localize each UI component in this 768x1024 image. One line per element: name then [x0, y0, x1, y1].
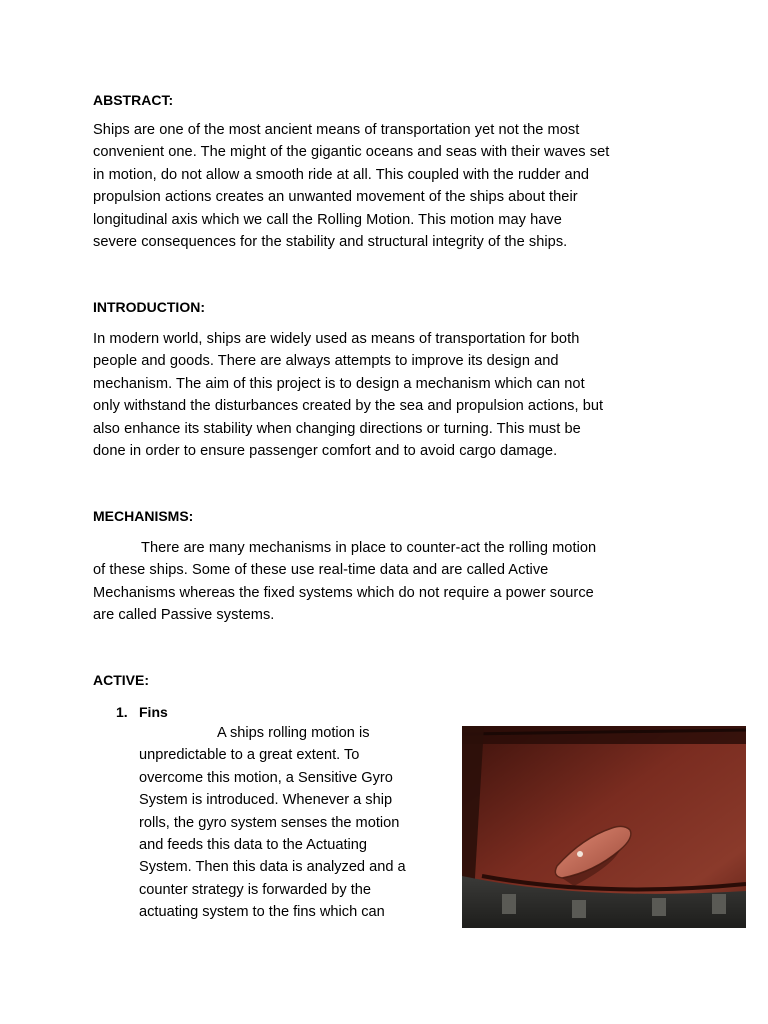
introduction-line: people and goods. There are always attempts to improve its design and: [93, 353, 559, 370]
abstract-line: longitudinal axis which we call the Rolling Motion. This motion may have: [93, 211, 562, 228]
introduction-heading: INTRODUCTION:: [93, 299, 205, 315]
mechanisms-line: There are many mechanisms in place to counter-act the rolling motion: [141, 540, 597, 556]
introduction-line: only withstand the disturbances created by the sea and propulsion actions, but: [93, 398, 604, 415]
fins-line: and feeds this data to the Actuating: [139, 837, 367, 854]
introduction-line: In modern world, ships are widely used as means of transportation for both: [93, 331, 580, 347]
fins-line: actuating system to the fins which can: [139, 904, 385, 921]
introduction-line: mechanism. The aim of this project is to design a mechanism which can not: [93, 375, 585, 392]
abstract-line: severe consequences for the stability and structural integrity of the ships.: [93, 234, 568, 251]
fins-line: counter strategy is forwarded by the: [139, 881, 371, 898]
fins-line: unpredictable to a great extent. To: [139, 747, 360, 764]
abstract-line: Ships are one of the most ancient means of transportation yet not the most: [93, 122, 580, 138]
fins-line: overcome this motion, a Sensitive Gyro: [139, 769, 393, 786]
ship-hull-stabilizer-fin-photo: [462, 726, 746, 928]
introduction-paragraph: [93, 328, 678, 462]
mechanisms-line: are called Passive systems.: [93, 607, 275, 624]
mechanisms-line: of these ships. Some of these use real-time data and are called Active: [93, 562, 549, 579]
fins-subheading: Fins: [139, 704, 168, 720]
introduction-line: also enhance its stability when changing directions or turning. This must be: [93, 420, 581, 437]
abstract-line: propulsion actions creates an unwanted movement of the ships about their: [93, 189, 578, 206]
fins-line: System. Then this data is analyzed and a: [139, 859, 406, 876]
abstract-line: convenient one. The might of the gigantic oceans and seas with their waves set: [93, 144, 610, 161]
fins-line: System is introduced. Whenever a ship: [139, 792, 393, 809]
mechanisms-paragraph: [93, 537, 678, 627]
fins-line: A ships rolling motion is: [217, 725, 370, 741]
introduction-line: done in order to ensure passenger comfort and to avoid cargo damage.: [93, 443, 558, 460]
mechanisms-heading: MECHANISMS:: [93, 508, 194, 524]
active-heading: ACTIVE:: [93, 672, 149, 688]
photo-illustration: [462, 726, 746, 928]
mechanisms-line: Mechanisms whereas the fixed systems which do not require a power source: [93, 584, 594, 601]
fins-paragraph: [139, 722, 444, 924]
abstract-line: in motion, do not allow a smooth ride at all. This coupled with the rudder and: [93, 166, 590, 183]
fins-line: rolls, the gyro system senses the motion: [139, 814, 400, 831]
abstract-heading: ABSTRACT:: [93, 92, 174, 108]
abstract-paragraph: [93, 119, 678, 253]
list-item-number: 1.: [116, 704, 128, 720]
